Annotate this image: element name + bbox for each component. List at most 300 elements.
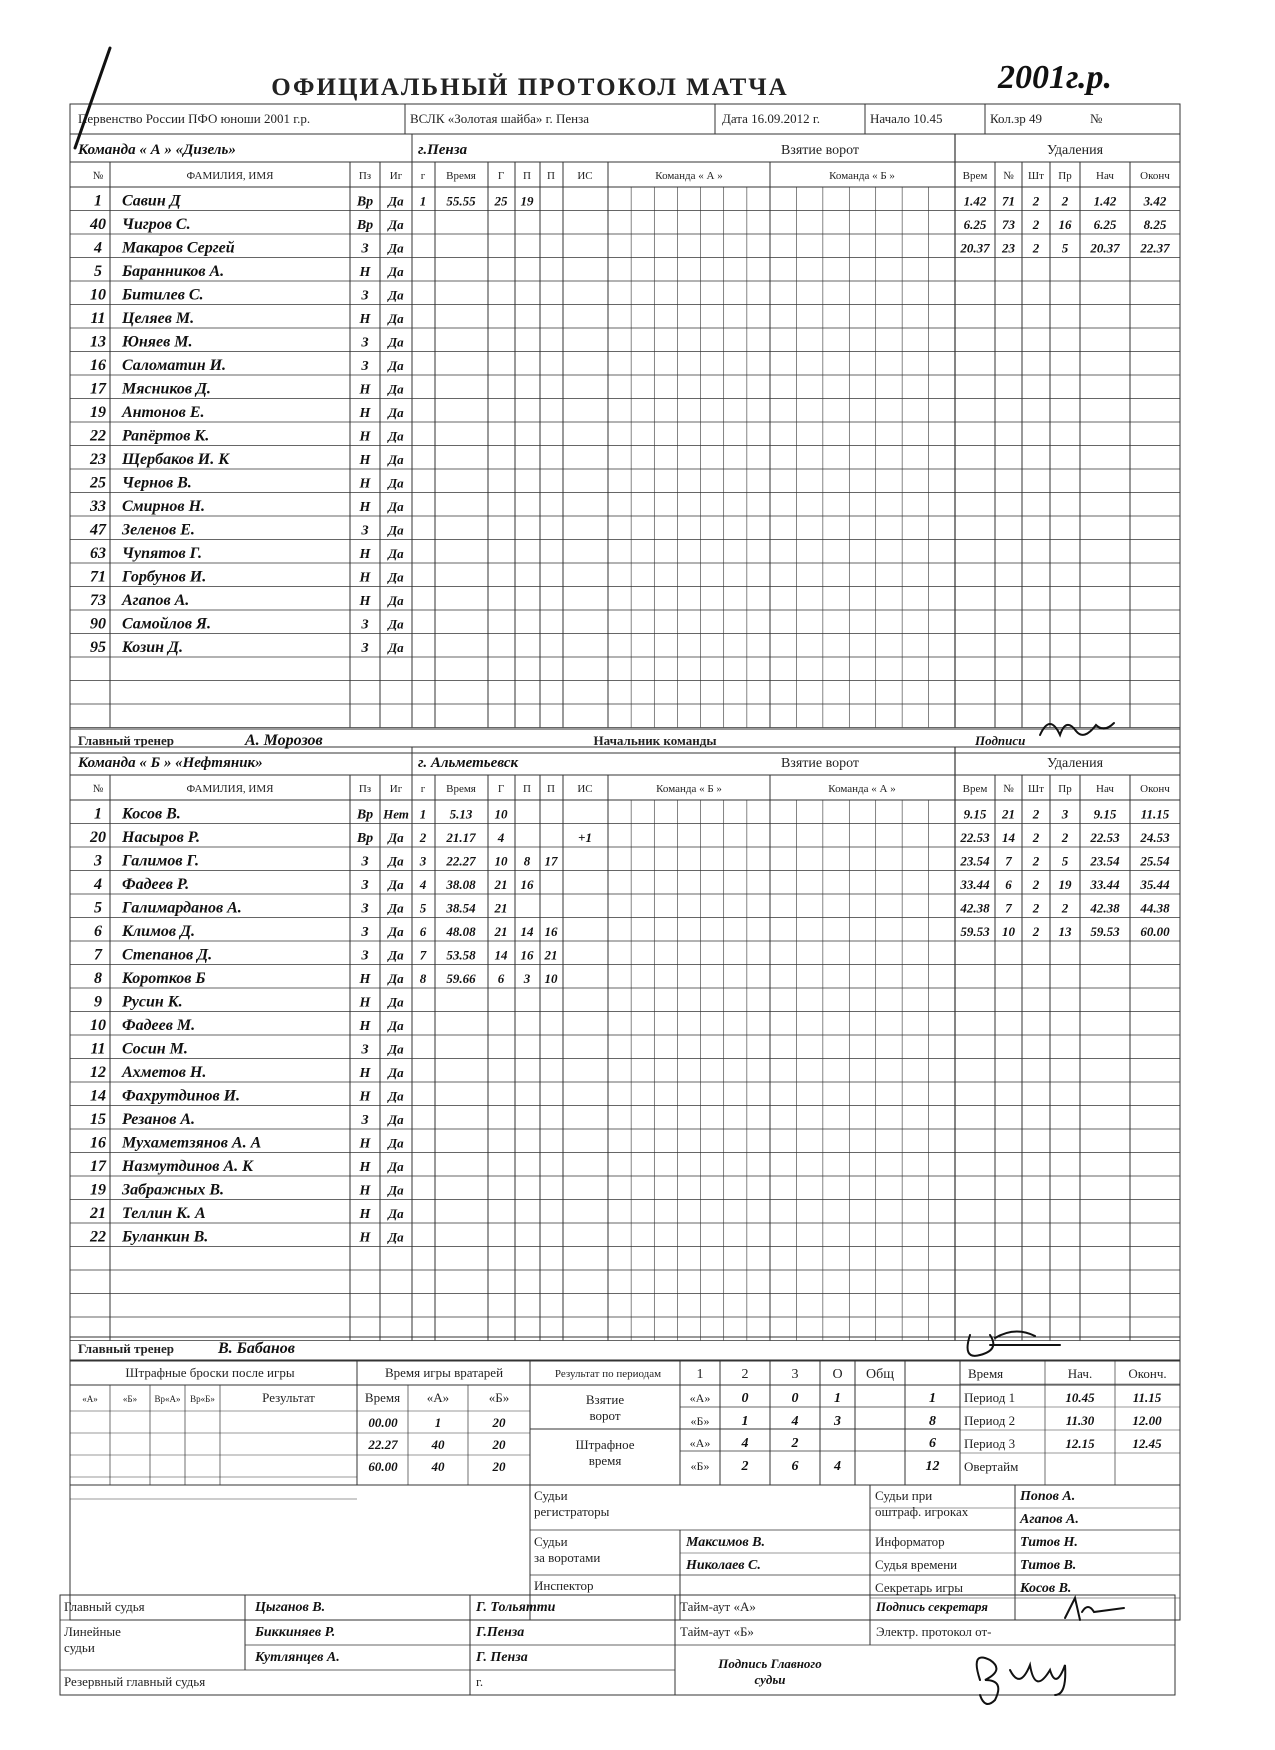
player-name: Степанов Д.	[122, 946, 213, 964]
goal-scorer: 21	[494, 900, 508, 916]
player-position: З	[361, 854, 369, 870]
player-number: 3	[94, 852, 102, 870]
player-position: Вр	[356, 807, 374, 823]
player-name: Галимарданов А.	[122, 899, 242, 917]
linesman: Биккиняев Р.	[255, 1625, 336, 1640]
handwritten-year-note: 2001г.р.	[997, 59, 1113, 96]
col-header: Шт	[1028, 170, 1044, 182]
team-marker: «Б»	[690, 1459, 710, 1473]
player-played: Да	[388, 853, 404, 869]
player-name: Климов Д.	[122, 923, 195, 940]
player-number: 16	[90, 1134, 106, 1152]
player-played: Да	[388, 334, 404, 350]
goal-judges-label: Судьи за воротами	[534, 1534, 601, 1565]
goalie-b: 20	[492, 1459, 506, 1474]
player-position: Н	[359, 429, 371, 445]
goal-judge: Николаев С.	[686, 1558, 761, 1573]
col-header: Г	[497, 783, 505, 795]
player-name: Галимов Г.	[122, 852, 199, 870]
coach-b-signature	[968, 1331, 1060, 1355]
player-played: Да	[388, 264, 404, 279]
penalty-min: 2	[1032, 877, 1040, 892]
player-position: З	[361, 925, 369, 940]
player-number: 14	[90, 1087, 106, 1105]
goal-judge: Максимов В.	[686, 1535, 765, 1550]
player-number: 9	[94, 993, 102, 1011]
goal-assist: 16	[520, 877, 534, 892]
player-number: 22	[90, 1228, 106, 1246]
player-name: Косов В.	[122, 805, 181, 823]
player-number: 47	[90, 521, 106, 539]
player-name: Коротков Б	[122, 970, 206, 987]
linesman-city: Г.Пенза	[476, 1625, 525, 1640]
page-title: ОФИЦИАЛЬНЫЙ ПРОТОКОЛ МАТЧА	[271, 74, 789, 101]
player-name: Целяев М.	[122, 310, 195, 327]
player-number: 17	[90, 380, 106, 398]
player-played: Да	[388, 569, 404, 585]
player-name: Резанов А.	[122, 1111, 196, 1128]
goals-row-label: Взятие ворот	[585, 1392, 625, 1423]
col-header: Команда « А »	[828, 783, 896, 795]
player-played: Да	[388, 971, 404, 986]
player-position: З	[361, 241, 369, 257]
goal-time: 48.08	[446, 924, 476, 939]
player-position: З	[361, 1042, 369, 1058]
timeout-b: Тайм-аут «Б»	[680, 1624, 754, 1639]
head-coach-label: Главный тренер	[78, 1341, 175, 1356]
penalty-num: 23	[1002, 240, 1015, 256]
player-number: 15	[90, 1111, 106, 1128]
penalty-reason: 13	[1058, 924, 1072, 939]
player-played: Да	[388, 1159, 404, 1174]
player-number: 5	[94, 263, 102, 280]
penalty-reason: 19	[1058, 877, 1072, 892]
period-label: Период 1	[964, 1390, 1016, 1405]
player-position: Н	[359, 972, 371, 987]
informer: Титов Н.	[1020, 1535, 1078, 1550]
period-col: 3	[791, 1367, 799, 1382]
player-played: Да	[388, 1206, 404, 1221]
player-played: Да	[388, 1088, 404, 1104]
penalty-reason: 2	[1061, 193, 1069, 209]
player-number: 71	[90, 568, 106, 586]
goalie-a: 40	[431, 1459, 445, 1474]
player-name: Забражных В.	[122, 1181, 225, 1199]
col-header: ИС	[577, 783, 593, 795]
results-title: Результат по периодам	[554, 1368, 662, 1380]
player-position: Н	[359, 995, 371, 1011]
player-number: 21	[90, 1205, 106, 1222]
goal-time: 22.27	[446, 853, 476, 869]
player-name: Козин Д.	[122, 639, 183, 656]
goal-scorer: 21	[494, 924, 508, 939]
player-name: Самойлов Я.	[122, 615, 212, 633]
head-coach-label: Главный тренер	[78, 733, 175, 748]
player-played: Да	[388, 924, 404, 939]
team-city: г.Пенза	[418, 142, 468, 158]
penalty-end: 60.00	[1140, 924, 1170, 939]
penalty-reason: 2	[1061, 900, 1069, 916]
player-played: Да	[388, 1229, 404, 1245]
penalty-min: 2	[1032, 924, 1040, 939]
col-header: П	[547, 783, 555, 795]
goalie-time: 22.27	[368, 1437, 398, 1452]
protocol-number: №	[1090, 111, 1103, 126]
player-position: Н	[359, 1160, 371, 1175]
penalty-time: 23.54	[960, 853, 990, 869]
player-position: З	[361, 948, 369, 964]
player-name: Смирнов Н.	[122, 498, 206, 515]
player-position: Н	[359, 570, 371, 586]
player-played: Да	[388, 877, 404, 892]
penalty-box-judge: Агапов А.	[1020, 1512, 1079, 1527]
col-header: Пр	[1058, 783, 1072, 795]
secretary: Косов В.	[1020, 1581, 1072, 1596]
goalie-time: 00.00	[368, 1415, 398, 1430]
player-position: Вр	[356, 194, 374, 210]
player-number: 5	[94, 899, 102, 917]
col-header: ИС	[577, 170, 593, 182]
penalty-reason: 16	[1058, 217, 1072, 232]
player-number: 19	[90, 404, 106, 421]
col-header: Время	[446, 170, 476, 182]
player-position: Н	[359, 476, 371, 492]
col-header: г	[420, 783, 426, 795]
penalty-box-judge: Попов А.	[1020, 1489, 1076, 1504]
col-header: Пз	[358, 783, 372, 795]
pen-stroke	[75, 48, 110, 148]
goal-assist: 3	[523, 971, 531, 986]
col-header: Иг	[389, 170, 403, 182]
penalty-num: 10	[1002, 924, 1015, 939]
player-position: Н	[359, 382, 371, 398]
penalties-section-title: Удаления	[1046, 756, 1104, 771]
col-header: Врем	[962, 170, 988, 182]
player-position: З	[361, 1113, 369, 1128]
player-number: 4	[94, 239, 102, 257]
penalty-reason: 5	[1061, 240, 1069, 256]
period-value: 3	[834, 1414, 841, 1429]
period-start: 10.45	[1065, 1390, 1095, 1405]
col-header: №	[1003, 170, 1014, 182]
reserve-city: г.	[476, 1674, 484, 1689]
linesman-city: Г. Пенза	[476, 1650, 528, 1665]
player-name: Чупятов Г.	[122, 545, 203, 562]
penalty-start: 33.44	[1090, 877, 1120, 892]
player-position: З	[361, 617, 369, 633]
player-name: Зеленов Е.	[122, 521, 195, 539]
referee-signature	[977, 1658, 1066, 1705]
goalie-a: 40	[431, 1437, 445, 1452]
penalty-num: 21	[1002, 806, 1015, 822]
player-name: Макаров Сергей	[122, 239, 235, 257]
goal-scorer: 10	[494, 853, 508, 869]
player-position: Н	[359, 1066, 371, 1081]
penalty-end: 24.53	[1140, 830, 1170, 845]
player-number: 1	[94, 192, 102, 210]
penalty-reason: 5	[1061, 853, 1069, 869]
timeout-a: Тайм-аут «А»	[680, 1599, 756, 1614]
team-marker: «А»	[689, 1391, 711, 1405]
penalty-start: 23.54	[1090, 853, 1120, 869]
player-name: Битилев С.	[122, 286, 204, 304]
penalty-end: 11.15	[1140, 806, 1170, 822]
player-position: З	[361, 901, 369, 917]
period-value: 4	[834, 1459, 841, 1474]
goal-number: 2	[419, 830, 427, 845]
player-played: Да	[388, 900, 404, 916]
inspector-label: Инспектор	[534, 1578, 594, 1593]
team-label: Команда « А » «Дизель»	[78, 142, 236, 158]
col-header: Пр	[1058, 170, 1072, 182]
penalty-num: 73	[1002, 217, 1015, 232]
competition-name: Первенство России ПФО юноши 2001 г.р.	[78, 111, 311, 126]
penalties-section-title: Удаления	[1046, 143, 1104, 158]
player-played: Да	[388, 193, 404, 209]
penalty-min: 2	[1032, 853, 1040, 869]
penalty-end: 8.25	[1143, 217, 1167, 232]
penalty-time: 33.44	[960, 877, 990, 892]
player-played: Да	[388, 546, 404, 561]
goal-number: 1	[419, 193, 427, 209]
period-start: 12.15	[1065, 1436, 1095, 1451]
period-col: 2	[741, 1367, 749, 1382]
player-number: 20	[90, 829, 106, 846]
col-header: Команда « А »	[655, 170, 723, 182]
player-position: Н	[359, 312, 371, 327]
col-header: №	[1003, 783, 1014, 795]
player-position: З	[361, 641, 369, 656]
player-number: 33	[90, 498, 106, 515]
player-played: Да	[388, 381, 404, 397]
col-header: г	[420, 170, 426, 182]
match-date: Дата 16.09.2012 г.	[722, 111, 821, 126]
timekeeper: Титов В.	[1020, 1558, 1077, 1573]
col-header: Оконч	[1140, 170, 1170, 182]
player-played: Да	[388, 616, 404, 632]
player-position: Н	[359, 547, 371, 562]
shootout-col: Вр«Б»	[190, 1394, 215, 1404]
col-header: Пз	[358, 170, 372, 182]
goalie-b: 20	[492, 1415, 506, 1430]
player-played: Да	[388, 1112, 404, 1127]
player-position: Н	[359, 1207, 371, 1222]
player-number: 10	[90, 286, 106, 304]
referee-label: Главный судья	[64, 1599, 145, 1614]
goal-time: 59.66	[446, 971, 476, 986]
col-header: Шт	[1028, 783, 1044, 795]
goal-assist: 19	[520, 193, 534, 209]
player-name: Фахрутдинов И.	[122, 1087, 241, 1105]
player-position: Н	[359, 453, 371, 468]
col-header: ФАМИЛИЯ, ИМЯ	[186, 170, 274, 182]
player-number: 90	[90, 615, 106, 633]
goal-number: 1	[419, 806, 427, 822]
start-time: Начало 10.45	[870, 111, 943, 126]
shootout-col: Результат	[262, 1390, 315, 1405]
player-number: 17	[90, 1158, 106, 1175]
goals-section-title: Взятие ворот	[780, 756, 860, 771]
penalty-num: 71	[1002, 193, 1015, 209]
player-position: З	[361, 878, 369, 893]
penalty-start: 6.25	[1093, 217, 1117, 232]
penalty-start: 59.53	[1090, 924, 1120, 939]
goal-scorer: 4	[497, 830, 505, 845]
penalty-end: 22.37	[1140, 240, 1170, 256]
period-end: 11.15	[1132, 1390, 1162, 1405]
penalty-min: 2	[1032, 240, 1040, 256]
player-position: Н	[359, 406, 371, 421]
col-header: ФАМИЛИЯ, ИМЯ	[186, 783, 274, 795]
player-played: Да	[388, 522, 404, 538]
player-played: Да	[388, 311, 404, 326]
goal-scorer: 10	[494, 806, 508, 822]
penalty-min: 2	[1032, 193, 1040, 209]
player-number: 63	[90, 545, 106, 562]
player-played: Да	[388, 830, 404, 845]
player-name: Юняев М.	[122, 333, 193, 351]
player-name: Баранников А.	[122, 263, 225, 280]
player-name: Антонов Е.	[122, 404, 205, 421]
period-end: 12.45	[1132, 1436, 1162, 1451]
player-position: Н	[359, 500, 371, 515]
penalty-min: 2	[1032, 900, 1040, 916]
shootout-col: «Б»	[122, 1394, 138, 1404]
player-played: Да	[388, 428, 404, 444]
player-number: 7	[94, 946, 102, 964]
period-start: 11.30	[1065, 1413, 1095, 1428]
player-played: Нет	[383, 806, 409, 822]
player-name: Савин Д	[122, 192, 181, 210]
pim-row-label: Штрафное время	[575, 1437, 635, 1468]
venue: ВСЛК «Золотая шайба» г. Пенза	[410, 111, 590, 126]
goalie-time-title: Время игры вратарей	[384, 1365, 504, 1380]
player-name: Сосин М.	[122, 1040, 188, 1058]
player-name: Буланкин В.	[122, 1228, 209, 1246]
penalty-min: 2	[1032, 217, 1040, 232]
penalty-num: 14	[1002, 830, 1015, 845]
col-header: Оконч	[1140, 783, 1170, 795]
player-played: Да	[388, 593, 404, 608]
referee-signature-label: Подпись Главного судьи	[718, 1656, 822, 1687]
goal-scorer: 6	[497, 971, 505, 986]
penalty-end: 3.42	[1143, 193, 1167, 209]
col-header: Врем	[962, 783, 988, 795]
informer-label: Информатор	[875, 1534, 945, 1549]
player-number: 25	[90, 474, 106, 492]
goal-time: 55.55	[446, 193, 476, 209]
goalie-col: «Б»	[488, 1390, 510, 1405]
period-value: 2	[741, 1459, 749, 1474]
period-value: 12	[925, 1459, 940, 1474]
player-position: Вр	[356, 218, 374, 233]
period-value: 4	[741, 1436, 749, 1451]
team-label: Команда « Б » «Нефтяник»	[78, 755, 263, 771]
player-number: 1	[94, 805, 102, 823]
goalie-col: «А»	[426, 1390, 450, 1405]
linesman: Кутлянцев А.	[255, 1650, 340, 1665]
col-header: №	[92, 170, 104, 182]
player-name: Мухаметзянов А. А	[122, 1134, 262, 1152]
head-coach-name: В. Бабанов	[218, 1340, 295, 1357]
period-value: 0	[741, 1391, 749, 1406]
player-number: 11	[90, 1040, 106, 1058]
goal-number: 4	[419, 877, 427, 892]
period-value: 2	[791, 1436, 799, 1451]
player-position: З	[361, 288, 369, 304]
penalty-start: 22.53	[1090, 830, 1120, 845]
player-position: Н	[359, 594, 371, 609]
e-protocol-label: Электр. протокол от-	[876, 1624, 992, 1639]
player-name: Щербаков И. К	[122, 451, 230, 468]
player-name: Фадеев Р.	[122, 876, 190, 893]
player-position: З	[361, 359, 369, 374]
player-name: Агапов А.	[122, 592, 190, 609]
secretary-label: Секретарь игры	[875, 1580, 963, 1595]
player-played: Да	[388, 1065, 404, 1080]
goal-number: 7	[419, 947, 427, 963]
player-name: Рапёртов К.	[122, 427, 210, 445]
shootout-col: Вр«А»	[154, 1394, 181, 1404]
goal-assist: 10	[544, 971, 558, 986]
goal-assist: 16	[544, 924, 558, 939]
goal-time: 38.54	[446, 900, 476, 916]
team-marker: «Б»	[690, 1414, 710, 1428]
player-name: Назмутдинов А. К	[122, 1158, 253, 1175]
period-label: Период 3	[964, 1436, 1016, 1451]
penalty-end: 35.44	[1140, 877, 1170, 892]
goal-scorer: 21	[494, 877, 508, 892]
reserve-referee-label: Резервный главный судья	[64, 1674, 206, 1689]
player-played: Да	[388, 1135, 404, 1151]
registrars-label: Судьи регистраторы	[534, 1488, 610, 1519]
goal-time: 21.17	[446, 830, 476, 845]
player-played: Да	[388, 994, 404, 1010]
goal-number: 3	[419, 853, 427, 869]
player-number: 19	[90, 1181, 106, 1199]
player-played: Да	[388, 947, 404, 963]
shootout-col: «А»	[82, 1394, 98, 1404]
goal-scorer: 14	[494, 947, 508, 963]
goals-section-title: Взятие ворот	[780, 143, 860, 158]
periods-col: Нач.	[1067, 1366, 1093, 1381]
player-number: 22	[90, 427, 106, 445]
goalie-a: 1	[434, 1415, 442, 1430]
player-number: 4	[94, 876, 102, 893]
col-header: П	[523, 783, 531, 795]
goal-number: 5	[419, 900, 427, 916]
penalty-num: 7	[1005, 853, 1012, 869]
goal-scorer: 25	[494, 193, 508, 209]
player-name: Саломатин И.	[122, 357, 227, 374]
col-header: №	[92, 783, 104, 795]
goal-number: 6	[419, 924, 427, 939]
col-header: Время	[446, 783, 476, 795]
goal-number: 8	[419, 971, 427, 986]
linesmen-label: Линейные судьи	[64, 1624, 121, 1655]
goal-assist: 14	[520, 924, 534, 939]
col-header: Команда « Б »	[656, 783, 722, 795]
goal-assist: 16	[520, 947, 534, 963]
player-position: З	[361, 523, 369, 539]
penalty-num: 6	[1005, 877, 1012, 892]
goal-assist: 8	[523, 853, 531, 869]
player-number: 6	[94, 923, 102, 940]
goal-assist: 17	[544, 853, 558, 869]
col-header: Иг	[389, 783, 403, 795]
goalie-col: Время	[364, 1390, 401, 1405]
penalty-min: 2	[1032, 806, 1040, 822]
